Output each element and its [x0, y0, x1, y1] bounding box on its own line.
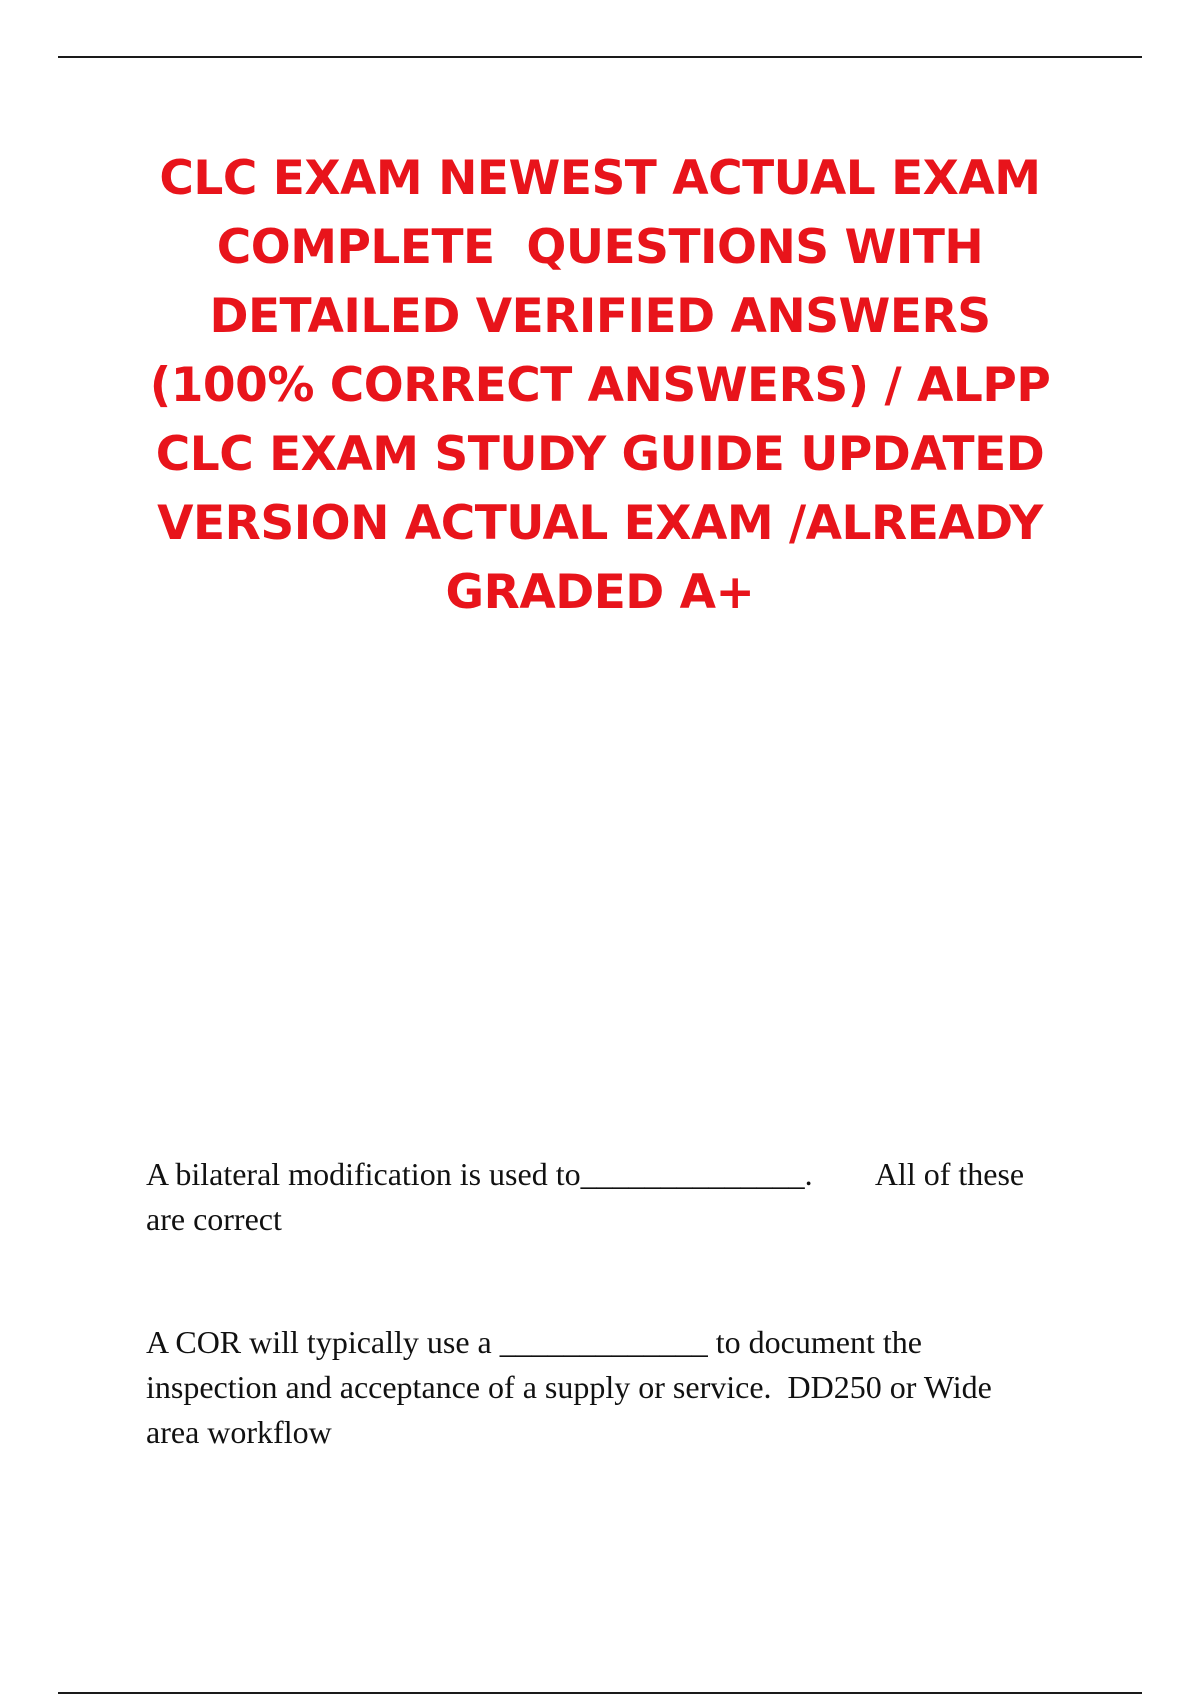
- title-line: CLC EXAM NEWEST ACTUAL EXAM: [159, 151, 1041, 206]
- footer-rule: [58, 1692, 1142, 1694]
- title-line: GRADED A+: [445, 565, 755, 620]
- title-line: (100% CORRECT ANSWERS) / ALPP: [149, 358, 1051, 413]
- title-line: CLC EXAM STUDY GUIDE UPDATED: [155, 427, 1045, 482]
- question-text: A COR will typically use a _____________ to document the inspection and acceptance of a supply or service.: [146, 1324, 922, 1405]
- header-rule: [58, 56, 1142, 58]
- title-line: COMPLETE QUESTIONS WITH: [216, 220, 984, 275]
- title-line: VERSION ACTUAL EXAM /ALREADY: [157, 496, 1043, 551]
- answer-text: All of these are correct: [146, 1156, 1025, 1237]
- question-item: [146, 1320, 1046, 1455]
- question-item: [146, 1152, 1046, 1242]
- document-title: [130, 144, 1070, 627]
- title-line: DETAILED VERIFIED ANSWERS: [209, 289, 991, 344]
- question-text: A bilateral modification is used to______________.: [146, 1156, 813, 1192]
- answer-text: DD250 or Wide area workflow: [146, 1369, 992, 1450]
